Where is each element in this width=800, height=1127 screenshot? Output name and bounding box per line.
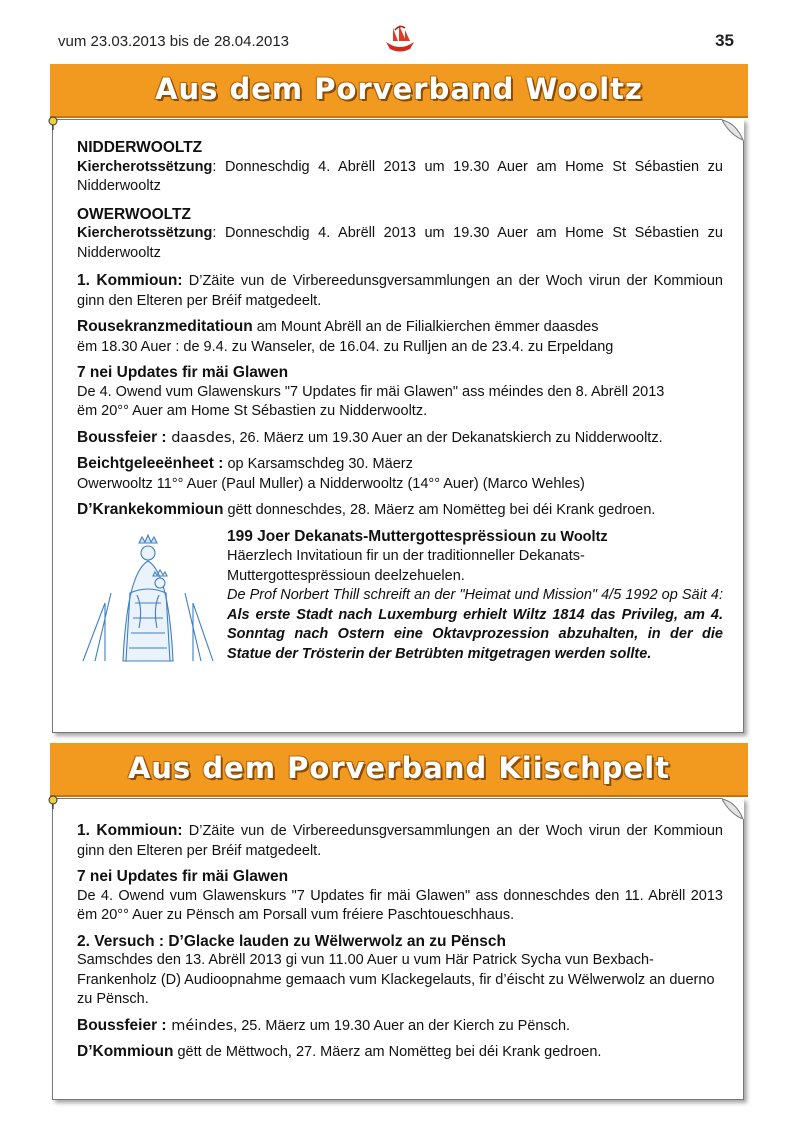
kranke-prefix: D’ [77,501,93,518]
kommioun-label: 1. Kommioun: [77,272,183,289]
rousekranz-label: Rousekranzmeditatioun [77,318,253,335]
nidderwooltz-text: : Donneschdig 4. Abrëll 2013 um 19.30 Auer am Home St Sébastien zu Nidderwooltz [77,158,723,194]
updates-block [77,363,723,422]
beicht-label: Beichtgeleeënheet : [77,455,224,472]
section-banner-kiischpelt [50,743,748,797]
procession-heading-suffix: zu Wooltz [536,528,608,545]
beicht-line1: op Karsamschdeg 30. Mäerz [223,456,413,472]
beicht-block [77,454,723,494]
kommioun2-prefix: D’ [77,1043,93,1060]
kommioun-block [77,821,723,861]
procession-quote-intro: De Prof Norbert Thill schreift an der "Heimat und Mission" 4/5 1992 op Säit 4: [227,587,723,603]
kommioun2-label: Kommioun [92,1043,174,1060]
procession-quote: Als erste Stadt nach Luxemburg erhielt Wiltz 1814 das Privileg, am 4. Sonntag nach Ostern eine Oktavprozession abzuhalten, in der die Statue der Trösterin der Betrübten mitgetragen werden sollte. [227,606,723,662]
updates-heading: 7 nei Updates fir mäi Glawen [77,868,289,885]
updates-heading: 7 nei Updates fir mäi Glawen [77,364,289,381]
pushpin-icon [47,116,59,130]
kommioun-block [77,271,723,311]
nidderwooltz-heading: NIDDERWOOLTZ [77,139,203,156]
kommioun-text: D’Zäite vun de Virbereedunsgversammlungen an der Woch virun der Kommioun ginn den Elteren per Bréif matgedeelt. [77,823,723,859]
procession-block [77,527,723,665]
glacke-heading: 2. Versuch : D’Glacke lauden zu Wëlwerwolz an zu Pënsch [77,932,506,950]
kommioun-text: D’Zäite vun de Virbereedunsgversammlungen an der Woch virun der Kommioun ginn den Elteren per Bréif matgedeelt. [77,273,723,309]
boussfeier-day: daasdes [166,429,232,446]
announcement-card-kiischpelt [52,798,744,1100]
updates-block [77,867,723,926]
kiercherot-label: Kiercherotssëtzung [77,158,213,175]
owerwooltz-text: : Donneschdig 4. Abrëll 2013 um 19.30 Auer am Home St Sébastien zu Nidderwooltz [77,225,723,261]
glacke-block [77,932,723,1010]
madonna-statue-illustration-icon [75,533,221,663]
procession-line2: Muttergottesprëssioun deelzehuelen. [227,567,465,584]
section-banner-wooltz [50,64,748,118]
owerwooltz-heading: OWERWOOLTZ [77,205,191,223]
rousekranz-line2: ëm 18.30 Auer : de 9.4. zu Wanseler, de 16.04. zu Rulljen an de 23.4. zu Erpeldang [77,338,614,355]
boussfeier-text: , 25. Mäerz um 19.30 Auer an der Kierch zu Pënsch. [233,1017,571,1034]
pushpin-icon [47,795,59,809]
kommioun-krank-block [77,1042,723,1063]
boussfeier-label: Boussfeier : [77,1016,167,1034]
updates-line1: De 4. Owend vum Glawenskurs "7 Updates fir mäi Glawen" ass méindes den 8. Abrëll 2013 [77,383,665,400]
section-title: Aus dem Porverband Kiischpelt [127,751,671,785]
kiercherot-label: Kiercherotssëtzung [77,225,213,241]
announcement-card-wooltz [52,119,744,733]
page-number: 35 [715,31,734,50]
boussfeier-label: Boussfeier : [77,428,167,446]
owerwooltz-block [77,205,723,264]
procession-line1: Häerzlech Invitatioun fir un der traditionneller Dekanats- [227,548,585,564]
kranke-text: gëtt donneschdes, 28. Mäerz am Nomëtteg bei déi Krank gedroen. [223,502,656,518]
page-curl-icon [722,119,744,141]
krankekommioun-block [77,500,723,521]
kranke-label: Krankekommioun [92,501,224,518]
nidderwooltz-block [77,138,723,197]
updates-text: De 4. Owend vum Glawenskurs "7 Updates fir mäi Glawen" ass donneschdes den 11. Abrëll 2013 ëm 20°° Auer zu Pënsch am Porsall vum fréiere Paschtoueschhaus. [77,887,723,923]
procession-heading: 199 Joer Dekanats-Muttergottesprëssioun [227,527,537,545]
beicht-line2: Owerwooltz 11°° Auer (Paul Muller) a Nidderwooltz (14°° Auer) (Marco Wehles) [77,475,585,492]
rousekranz-block [77,317,723,357]
section-title: Aus dem Porverband Wooltz [155,72,643,106]
boussfeier-text: , 26. Mäerz um 19.30 Auer an der Dekanatskierch zu Nidderwooltz. [231,429,663,446]
boussfeier-day: méindes [166,1017,234,1034]
boussfeier-block [77,428,723,449]
updates-line2: ëm 20°° Auer am Home St Sébastien zu Nidderwooltz. [77,403,428,419]
page-curl-icon [722,798,744,820]
parish-boat-logo-icon [383,22,417,56]
rousekranz-line1: am Mount Abrëll an de Filialkierchen ëmmer daasdes [252,319,599,335]
kommioun-label: 1. Kommioun: [77,822,183,839]
boussfeier-block [77,1016,723,1037]
header-date-range: vum 23.03.2013 bis de 28.04.2013 [58,33,290,50]
kommioun2-text: gëtt de Mëttwoch, 27. Mäerz am Nomëtteg bei déi Krank gedroen. [173,1044,602,1060]
glacke-text: Samschdes den 13. Abrëll 2013 gi vun 11.00 Auer u vum Här Patrick Sycha vun Bexbach-Frankenholz (D) Audioopnahme gemaach vum Klackegelauts, fir d’éischt zu Wëlwerwolz an duerno zu Pënsch. [77,952,715,1007]
